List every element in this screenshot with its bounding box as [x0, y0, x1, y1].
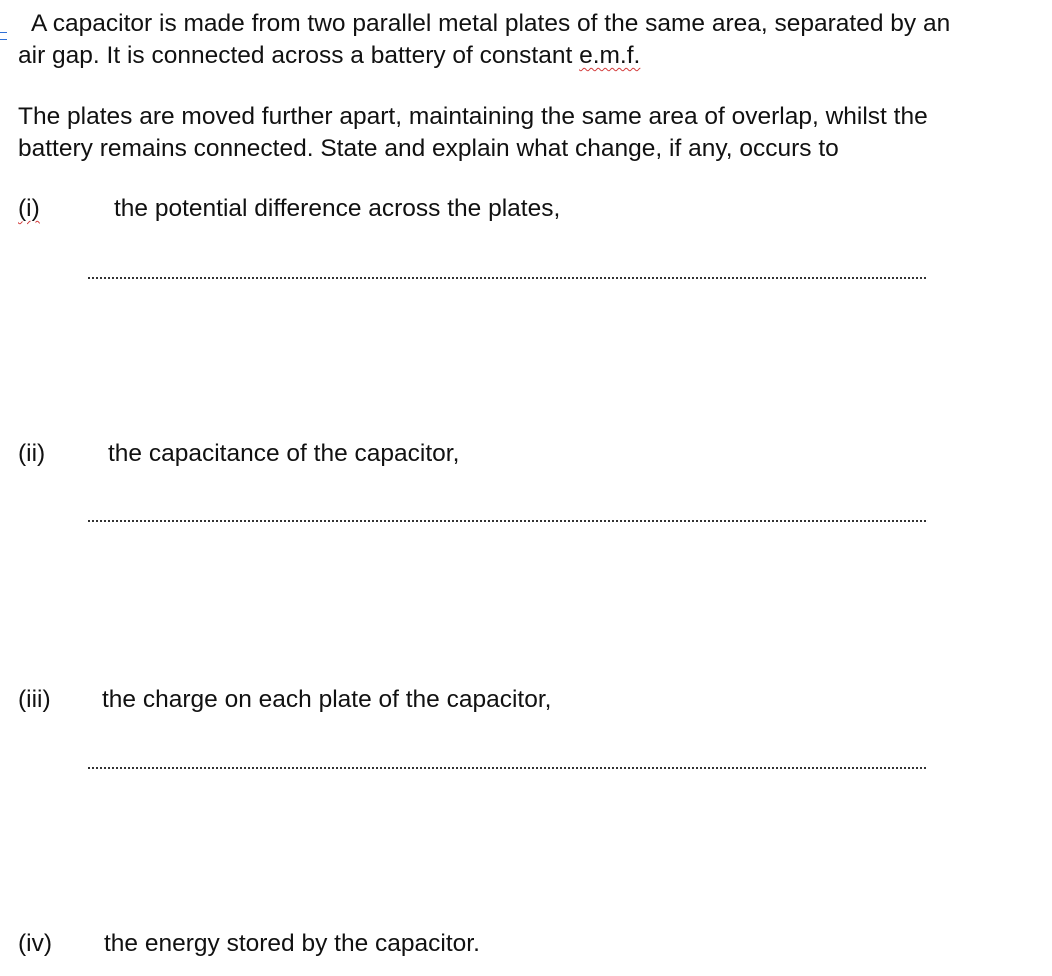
context-line-1: The plates are moved further apart, maintaining the same area of overlap, whilst the — [18, 103, 928, 130]
emf-term: e.m.f. — [579, 42, 641, 69]
intro-line-2 — [18, 40, 640, 72]
part-text: the energy stored by the capacitor. — [104, 930, 480, 957]
answer-line[interactable] — [88, 277, 926, 279]
part-text: the charge on each plate of the capacitor, — [102, 686, 552, 713]
margin-marker-icon — [0, 32, 7, 40]
answer-line[interactable] — [88, 767, 926, 769]
intro-line-1: A capacitor is made from two parallel metal plates of the same area, separated by an — [31, 10, 951, 37]
part-label: (iv) — [18, 930, 53, 957]
part-label: (i) — [18, 195, 40, 222]
part-text: the capacitance of the capacitor, — [108, 440, 460, 467]
part-label: (ii) — [18, 440, 46, 467]
answer-line[interactable] — [88, 520, 926, 522]
part-label: (iii) — [18, 686, 51, 713]
intro-line-2-text: air gap. It is connected across a battery of constant — [18, 42, 580, 69]
part-text: the potential difference across the plates, — [114, 195, 561, 222]
context-line-2: battery remains connected. State and explain what change, if any, occurs to — [18, 135, 839, 162]
